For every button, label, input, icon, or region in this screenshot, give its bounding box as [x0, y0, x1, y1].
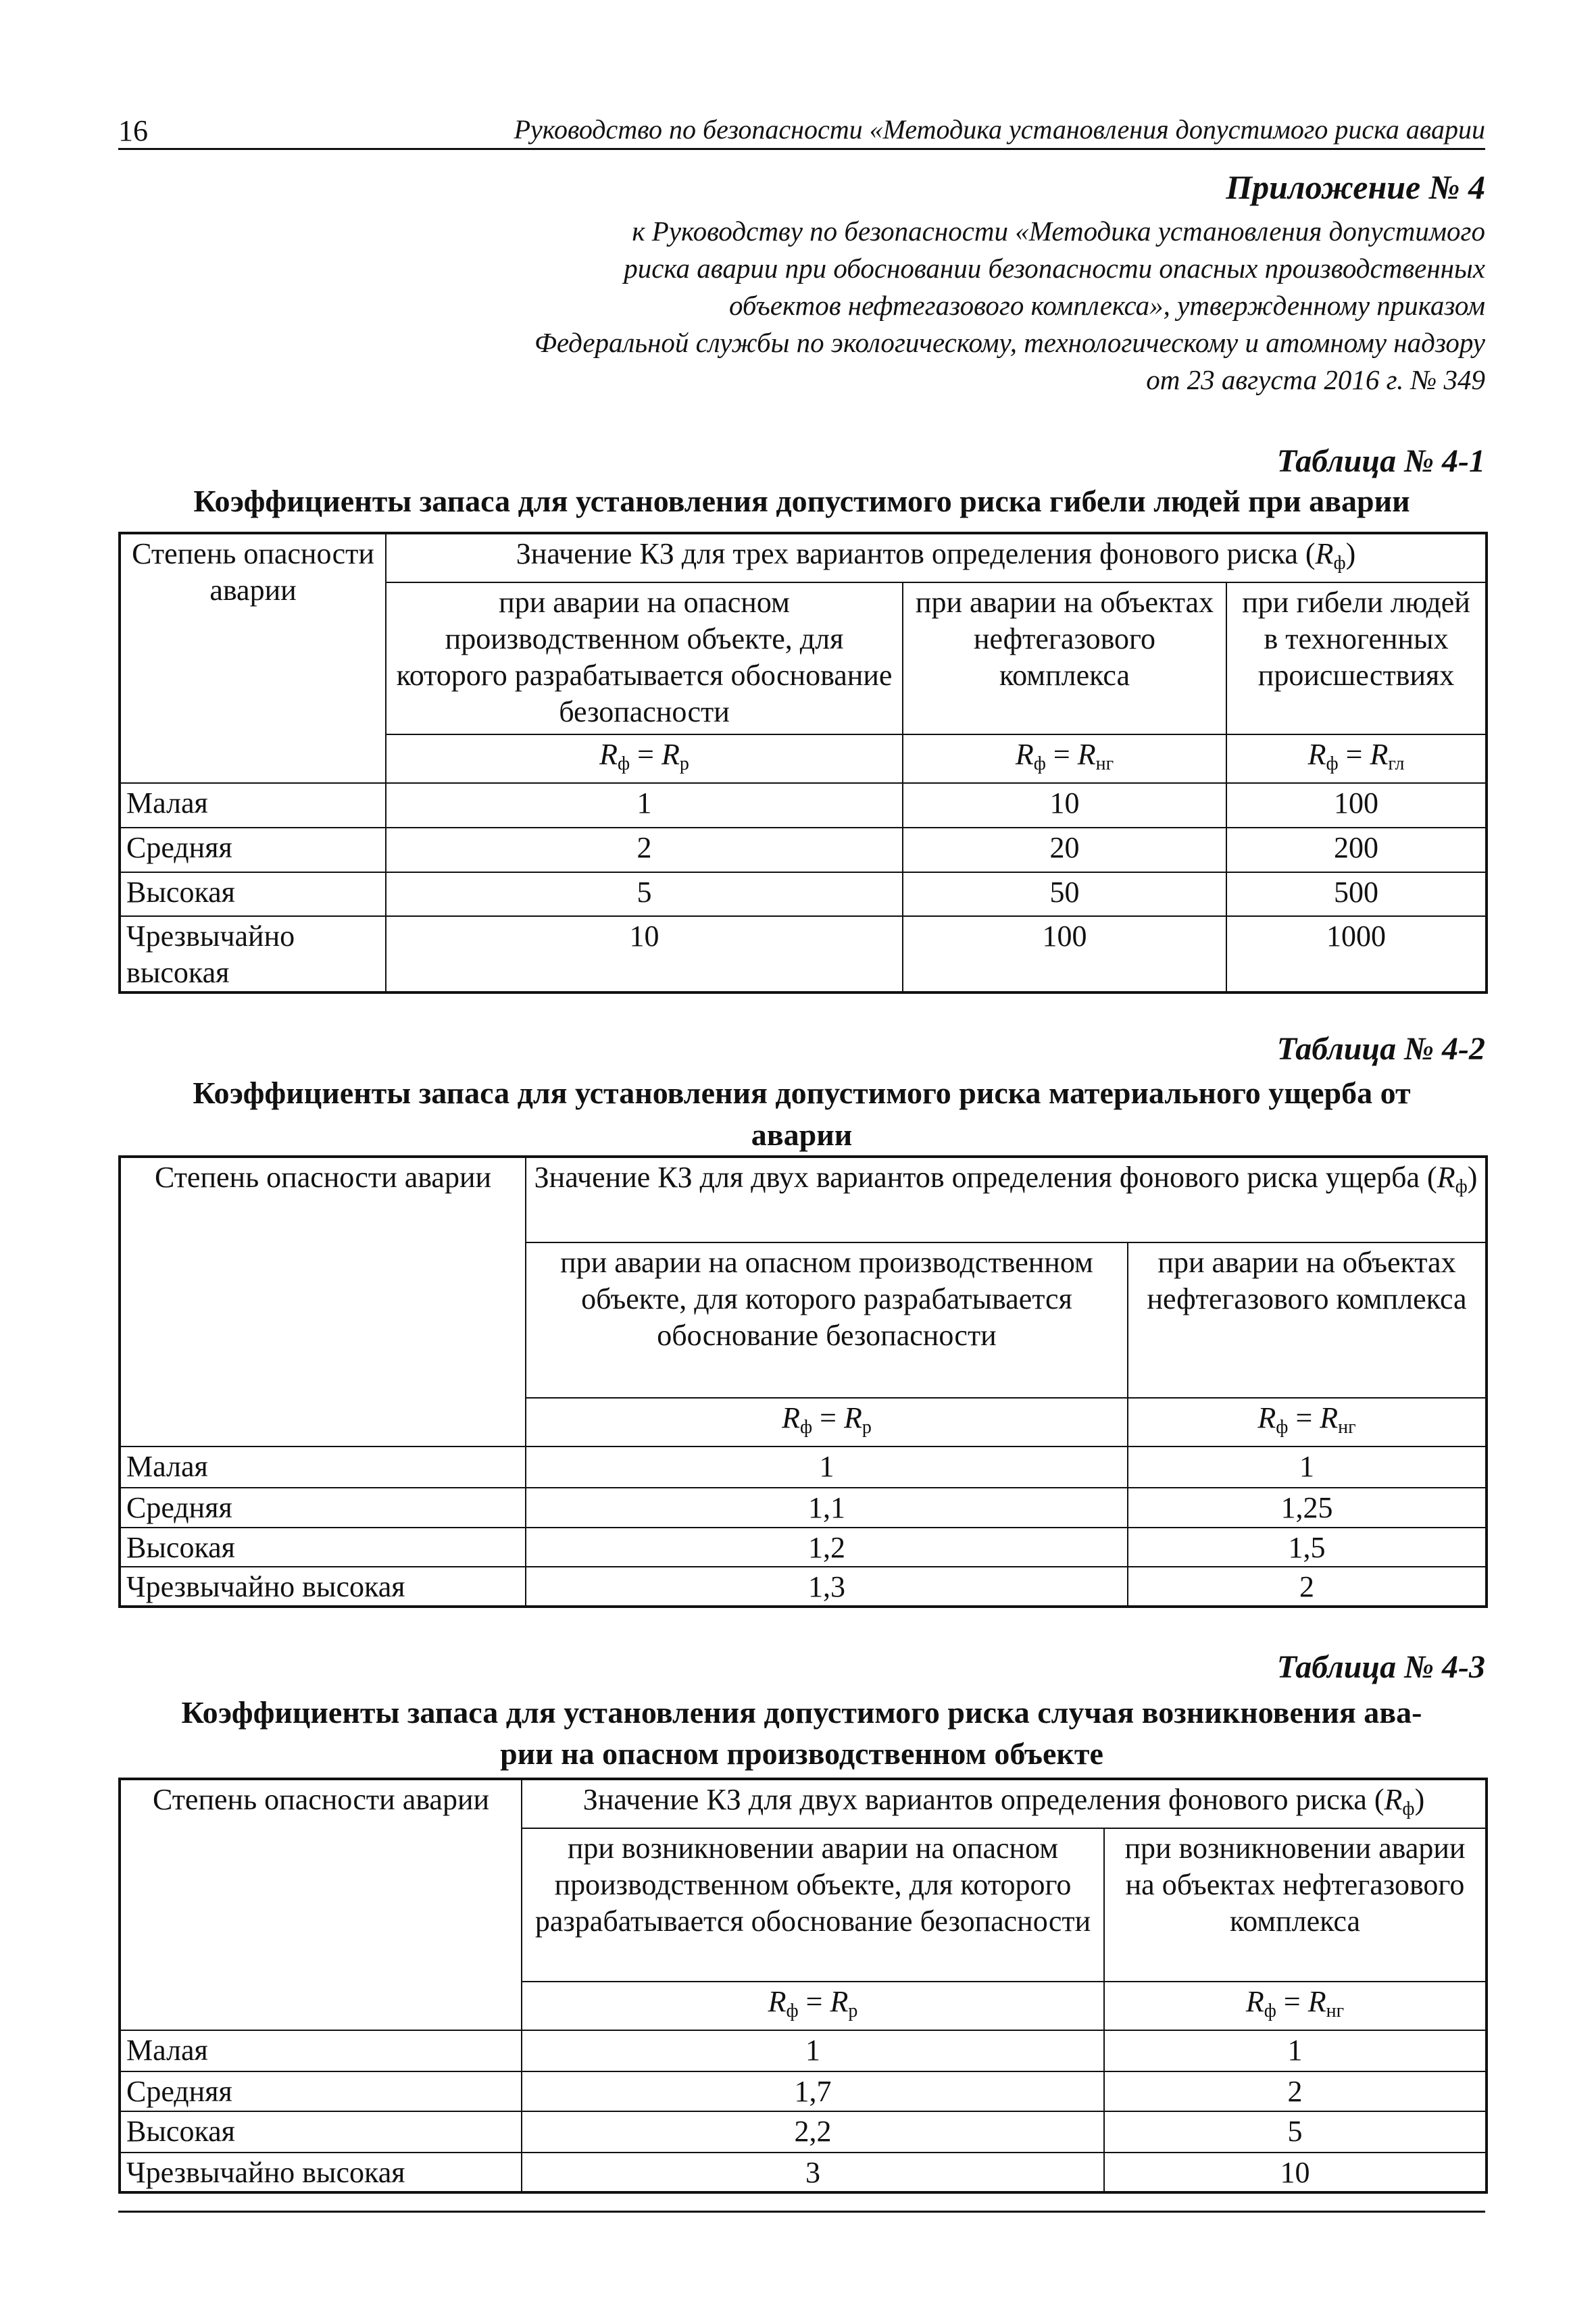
degree-cell: Средняя [120, 2071, 522, 2111]
formula-subscript: р [848, 2001, 858, 2021]
appendix-title: Приложение № 4 [1226, 168, 1485, 206]
table-row [120, 2071, 1487, 2111]
table-label: Таблица № 4-1 [1276, 443, 1485, 479]
table-title: рии на опасном производственном объекте [500, 1736, 1103, 1771]
degree-cell: Высокая [120, 872, 386, 916]
group-header-end: ) [1414, 1783, 1425, 1816]
running-title: Руководство по безопасности «Методика установления допустимого риска аварии [514, 114, 1485, 145]
formula-base: R [1307, 1985, 1326, 2018]
formula-subscript: ф [1326, 753, 1339, 774]
group-header-text: Значение КЗ для двух вариантов определения фонового риска ( [582, 1783, 1385, 1816]
formula-base: R [1437, 1161, 1455, 1194]
formula-subscript: нг [1095, 753, 1114, 774]
appendix-line: к Руководству по безопасности «Методика установления допустимого [632, 216, 1485, 247]
coefficient-table [118, 1778, 1488, 2194]
value-cell: 1,1 [526, 1488, 1128, 1528]
degree-cell: Средняя [120, 1488, 526, 1528]
column-formula [903, 734, 1226, 783]
value-cell: 1 [522, 2030, 1104, 2071]
table-row [120, 1447, 1487, 1488]
column-description: при гибели людей в техногенных происшествиях [1226, 582, 1487, 734]
footer-divider [118, 2211, 1485, 2213]
formula-base: R [830, 1985, 849, 2018]
formula-base: R [1384, 1783, 1403, 1816]
value-cell: 2 [1128, 1567, 1487, 1607]
value-cell: 2 [386, 828, 903, 872]
degree-cell: Высокая [120, 1528, 526, 1567]
formula-subscript: ф [1033, 753, 1046, 774]
table-row [120, 872, 1487, 916]
formula-equals: = [1045, 738, 1078, 771]
degree-cell: Малая [120, 2030, 522, 2071]
table-row [120, 2111, 1487, 2153]
degree-cell: Высокая [120, 2111, 522, 2153]
value-cell: 5 [1104, 2111, 1487, 2153]
value-cell: 200 [1226, 828, 1487, 872]
formula-base: R [1315, 537, 1334, 570]
formula-base: R [768, 1985, 787, 2018]
group-header [386, 533, 1487, 582]
value-cell: 5 [386, 872, 903, 916]
value-cell: 1,5 [1128, 1528, 1487, 1567]
value-cell: 100 [903, 916, 1226, 992]
value-cell: 1,3 [526, 1567, 1128, 1607]
table-title: Коэффициенты запаса для установления допустимого риска материального ущерба от [193, 1076, 1411, 1110]
group-header-text: Значение КЗ для трех вариантов определения фонового риска ( [516, 537, 1316, 570]
value-cell: 1,25 [1128, 1488, 1487, 1528]
degree-cell: Чрезвычайно высокая [120, 2153, 522, 2192]
value-cell: 1 [1128, 1447, 1487, 1488]
group-header [522, 1779, 1487, 1828]
header-divider [118, 148, 1485, 150]
formula-subscript: ф [786, 2001, 799, 2021]
formula-subscript: ф [1333, 553, 1346, 574]
table-row [120, 916, 1487, 992]
formula-subscript: ф [1455, 1176, 1468, 1197]
value-cell: 50 [903, 872, 1226, 916]
formula-equals: = [1338, 738, 1370, 771]
formula-subscript: нг [1338, 1417, 1356, 1438]
formula-base: R [661, 738, 680, 771]
formula-base: R [599, 738, 618, 771]
coefficient-table [118, 532, 1488, 994]
table-row [120, 2030, 1487, 2071]
formula-base: R [1370, 738, 1389, 771]
value-cell: 1000 [1226, 916, 1487, 992]
degree-cell: Средняя [120, 828, 386, 872]
formula-base: R [1245, 1985, 1264, 2018]
column-description: при аварии на опасном производственном объекте, для которого разрабатывается обоснование безопасности [526, 1242, 1128, 1398]
value-cell: 20 [903, 828, 1226, 872]
formula-base: R [843, 1401, 862, 1434]
column-formula [1104, 1982, 1487, 2030]
value-cell: 1,2 [526, 1528, 1128, 1567]
formula-subscript: ф [1264, 2001, 1276, 2021]
header-row [120, 533, 1487, 582]
appendix-line: риска аварии при обосновании безопасности опасных производственных [624, 253, 1485, 284]
value-cell: 10 [1104, 2153, 1487, 2192]
formula-subscript: р [679, 753, 689, 774]
formula-subscript: ф [800, 1417, 813, 1438]
header-row [120, 1157, 1487, 1242]
value-cell: 2 [1104, 2071, 1487, 2111]
degree-cell: Чрезвычайно высокая [120, 916, 386, 992]
formula-symbol [1315, 537, 1346, 574]
appendix-line: объектов нефтегазового комплекса», утвержденному приказом [728, 290, 1485, 321]
table-title: Коэффициенты запаса для установления допустимого риска случая возникновения ава- [181, 1695, 1422, 1730]
degree-cell: Чрезвычайно высокая [120, 1567, 526, 1607]
formula-equals: = [798, 1985, 830, 2018]
group-header-text: Значение КЗ для двух вариантов определения фонового риска ущерба ( [534, 1161, 1437, 1194]
value-cell: 100 [1226, 783, 1487, 828]
formula-subscript: ф [618, 753, 630, 774]
column-description: при аварии на объектах нефтегазового комплекса [1128, 1242, 1487, 1398]
formula-symbol [1437, 1161, 1468, 1197]
formula-subscript: р [862, 1417, 872, 1438]
value-cell: 2,2 [522, 2111, 1104, 2153]
formula-base: R [1320, 1401, 1339, 1434]
table-row [120, 1567, 1487, 1607]
table-row [120, 783, 1487, 828]
formula-base: R [1257, 1401, 1276, 1434]
column-description: при аварии на опасном производственном объекте, для которого разрабатывается обоснование безопасности [386, 582, 903, 734]
value-cell: 3 [522, 2153, 1104, 2192]
column-description: при аварии на объектах нефтегазового комплекса [903, 582, 1226, 734]
formula-subscript: ф [1276, 1417, 1289, 1438]
column-formula [1226, 734, 1487, 783]
formula-equals: = [812, 1401, 844, 1434]
formula-subscript: гл [1388, 753, 1405, 774]
group-header [526, 1157, 1487, 1242]
formula-subscript: ф [1402, 1799, 1415, 1819]
formula-base: R [1077, 738, 1096, 771]
group-header-end: ) [1467, 1161, 1478, 1194]
page-number: 16 [118, 114, 148, 147]
table-label: Таблица № 4-2 [1276, 1031, 1485, 1067]
formula-equals: = [1276, 1985, 1308, 2018]
value-cell: 1,7 [522, 2071, 1104, 2111]
formula-base: R [782, 1401, 800, 1434]
table-row [120, 2153, 1487, 2192]
column-description: при возникновении аварии на опасном производственном объекте, для которого разрабатывается обоснование безопасности [522, 1828, 1104, 1982]
table-row [120, 1488, 1487, 1528]
column-description: при возникновении аварии на объектах нефтегазового комплекса [1104, 1828, 1487, 1982]
appendix-line: Федеральной службы по экологическому, технологическому и атомному надзору [534, 327, 1485, 358]
value-cell: 500 [1226, 872, 1487, 916]
group-header-end: ) [1345, 537, 1356, 570]
coefficient-table [118, 1155, 1488, 1608]
degree-header: Степень опасности аварии [120, 1157, 526, 1447]
degree-header: Степень опасности аварии [120, 533, 386, 783]
formula-base: R [1307, 738, 1326, 771]
column-formula [1128, 1398, 1487, 1447]
value-cell: 1 [386, 783, 903, 828]
column-formula [526, 1398, 1128, 1447]
value-cell: 1 [526, 1447, 1128, 1488]
formula-subscript: нг [1326, 2001, 1345, 2021]
formula-symbol [1384, 1783, 1415, 1819]
header-row [120, 1779, 1487, 1828]
degree-cell: Малая [120, 1447, 526, 1488]
table-row [120, 828, 1487, 872]
table-row [120, 1528, 1487, 1567]
table-title: аварии [751, 1117, 853, 1152]
value-cell: 10 [386, 916, 903, 992]
degree-cell: Малая [120, 783, 386, 828]
formula-equals: = [1288, 1401, 1320, 1434]
column-formula [522, 1982, 1104, 2030]
table-label: Таблица № 4-3 [1276, 1649, 1485, 1685]
value-cell: 1 [1104, 2030, 1487, 2071]
value-cell: 10 [903, 783, 1226, 828]
column-formula [386, 734, 903, 783]
appendix-line: от 23 августа 2016 г. № 349 [1146, 364, 1485, 395]
degree-header: Степень опасности аварии [120, 1779, 522, 2030]
formula-base: R [1015, 738, 1034, 771]
formula-equals: = [630, 738, 662, 771]
table-title: Коэффициенты запаса для установления допустимого риска гибели людей при аварии [193, 484, 1410, 518]
